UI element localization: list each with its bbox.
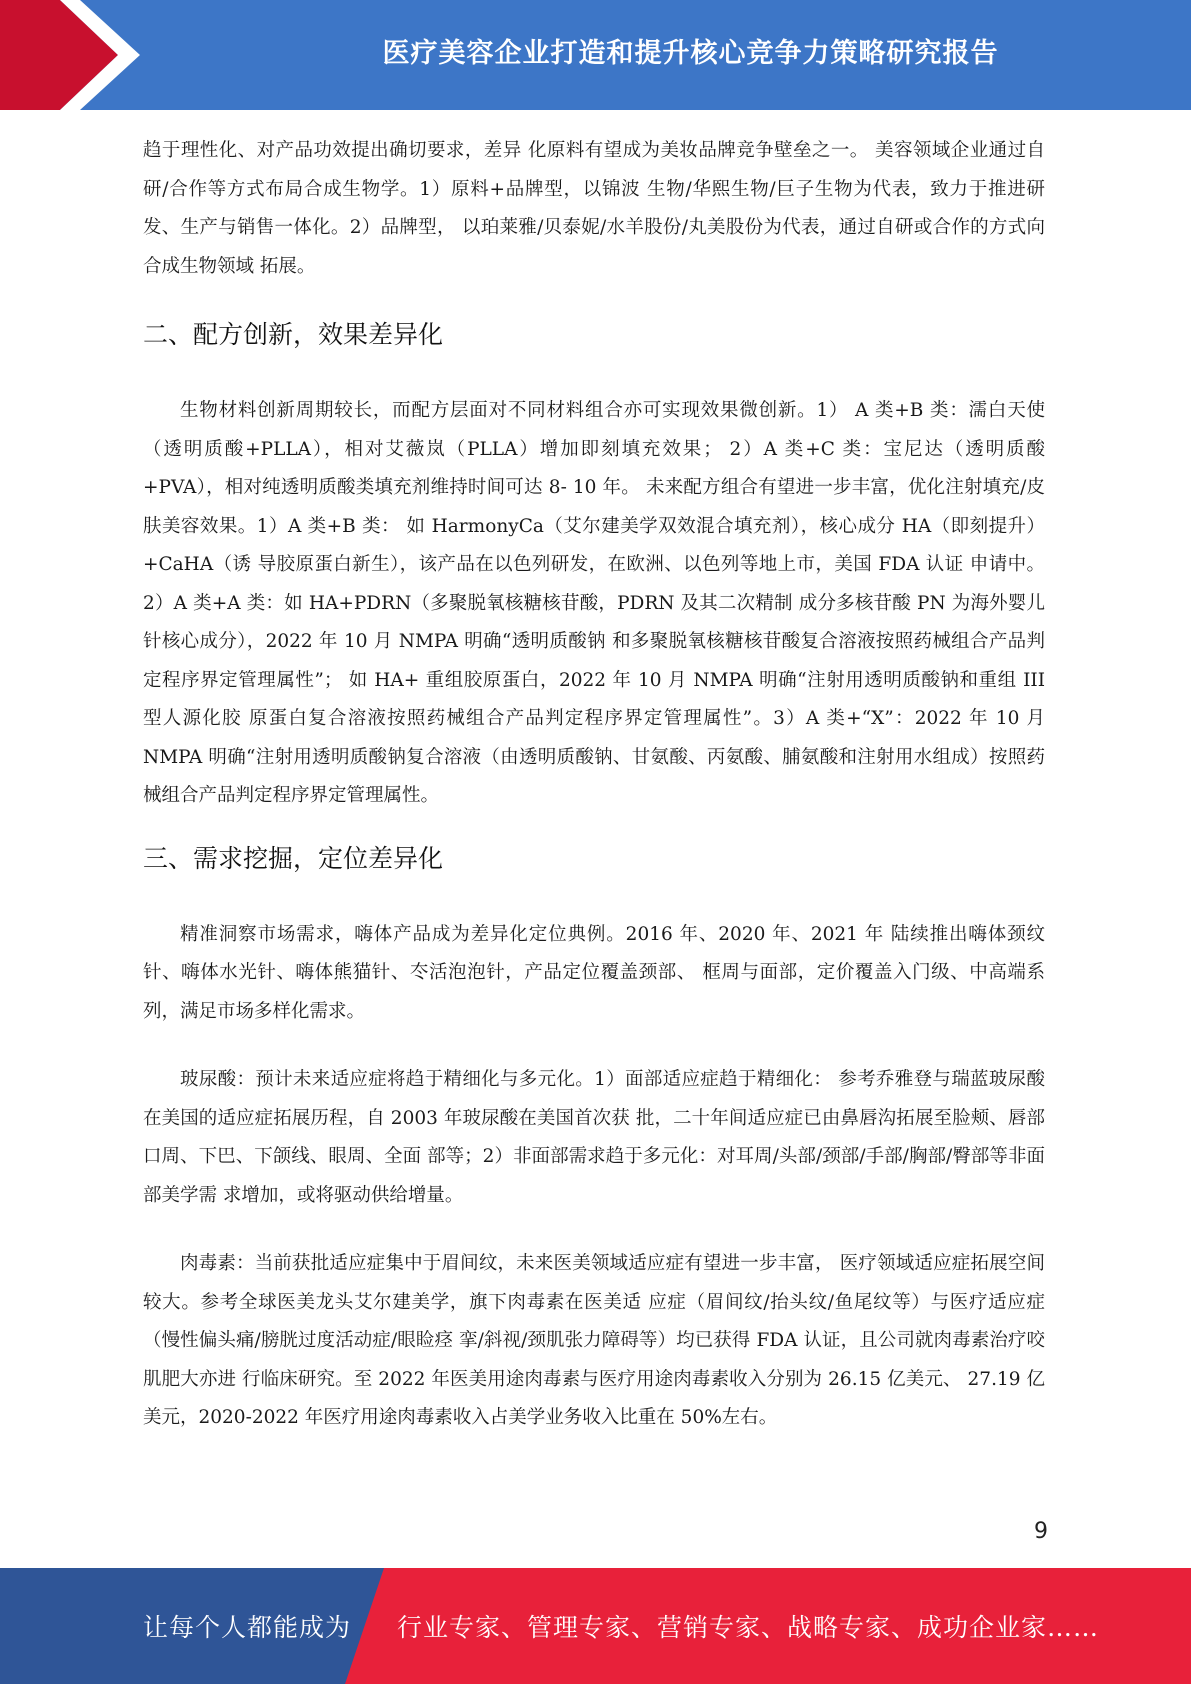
paragraph-demand: 精准洞察市场需求，嗨体产品成为差异化定位典例。2016 年、2020 年、2021 年 陆续推出嗨体颈纹针、嗨体水光针、嗨体熊猫针、冭活泡泡针，产品定位覆盖颈部、 框周与面部，定价覆盖入门级、中高端系列，满足市场多样化需求。 [143, 923, 1045, 1022]
section-heading-formula: 二、配方创新，效果差异化 [143, 320, 444, 349]
section-heading-demand: 三、需求挖掘，定位差异化 [143, 843, 444, 873]
footer-slogan-left: 让每个人都能成为 [143, 1613, 352, 1642]
main-content [143, 132, 1045, 1438]
arrow-chevron-icon [0, 0, 200, 110]
header-banner [0, 0, 1191, 110]
paragraph-hyaluronic: 玻尿酸：预计未来适应症将趋于精细化与多元化。1）面部适应症趋于精细化： 参考乔雅登与瑞蓝玻尿酸在美国的适应症拓展历程，自 2003 年玻尿酸在美国首次获 批，二十年间适应症已由鼻唇沟拓展至脸颊、唇部口周、下巴、下颌线、眼周、全面 部等；2）非面部需求趋于多元化：对耳周/头部/颈部/手部/胸部/臀部等非面部美学需 求增加，或将驱动供给增量。 [143, 1069, 1045, 1206]
paragraph-formula: 生物材料创新周期较长，而配方层面对不同材料组合亦可实现效果微创新。1） A 类+B 类：濡白天使（透明质酸+PLLA），相对艾薇岚（PLLA）增加即刻填充效果； 2）A 类+C 类：宝尼达（透明质酸+PVA），相对纯透明质酸类填充剂维持时间可达 8- 10 年。 未来配方组合有望进一步丰富，优化注射填充/皮肤美容效果。1）A 类+B 类： 如 HarmonyCa（艾尔建美学双效混合填充剂），核心成分 HA（即刻提升）+CaHA（诱 导胶原蛋白新生），该产品在以色列研发，在欧洲、以色列等地上市，美国 FDA 认证 申请中。2）A 类+A 类：如 HA+PDRN（多聚脱氧核糖核苷酸，PDRN 及其二次精制 成分多核苷酸 PN 为海外婴儿针核心成分），2022 年 10 月 NMPA 明确“透明质酸钠 和多聚脱氧核糖核苷酸复合溶液按照药械组合产品判定程序界定管理属性”； 如 HA+ 重组胶原蛋白，2022 年 10 月 NMPA 明确“注射用透明质酸钠和重组 III 型人源化胶 原蛋白复合溶液按照药械组合产品判定程序界定管理属性”。3）A 类+“X”：2022 年 10 月 NMPA 明确“注射用透明质酸钠复合溶液（由透明质酸钠、甘氨酸、丙氨酸、脯氨酸和注射用水组成）按照药械组合产品判定程序界定管理属性。 [143, 400, 1045, 806]
header-title: 医疗美容企业打造和提升核心竞争力策略研究报告 [382, 37, 999, 69]
paragraph-synbio: 趋于理性化、对产品功效提出确切要求，差异 化原料有望成为美妆品牌竞争壁垒之一。 美容领域企业通过自研/合作等方式布局合成生物学。1）原料+品牌型，以锦波 生物/华熙生物/巨子生物为代表，致力于推进研发、生产与销售一体化。2）品牌型， 以珀莱雅/贝泰妮/水羊股份/丸美股份为代表，通过自研或合作的方式向合成生物领域 拓展。 [143, 140, 1045, 277]
page-number: 9 [1034, 1519, 1048, 1544]
footer-slogan-right: 行业专家、管理专家、营销专家、战略专家、成功企业家…… [397, 1613, 1100, 1642]
footer-banner [0, 1568, 1191, 1684]
paragraph-botulinum: 肉毒素：当前获批适应症集中于眉间纹，未来医美领域适应症有望进一步丰富， 医疗领域适应症拓展空间较大。参考全球医美龙头艾尔建美学，旗下肉毒素在医美适 应症（眉间纹/抬头纹/鱼尾纹等）与医疗适应症（慢性偏头痛/膀胱过度活动症/眼睑痉 挛/斜视/颈肌张力障碍等）均已获得 FDA 认证，且公司就肉毒素治疗咬肌肥大亦进 行临床研究。至 2022 年医美用途肉毒素与医疗用途肉毒素收入分别为 26.15 亿美元、 27.19 亿美元，2020-2022 年医疗用途肉毒素收入占美学业务收入比重在 50%左右。 [143, 1253, 1045, 1428]
